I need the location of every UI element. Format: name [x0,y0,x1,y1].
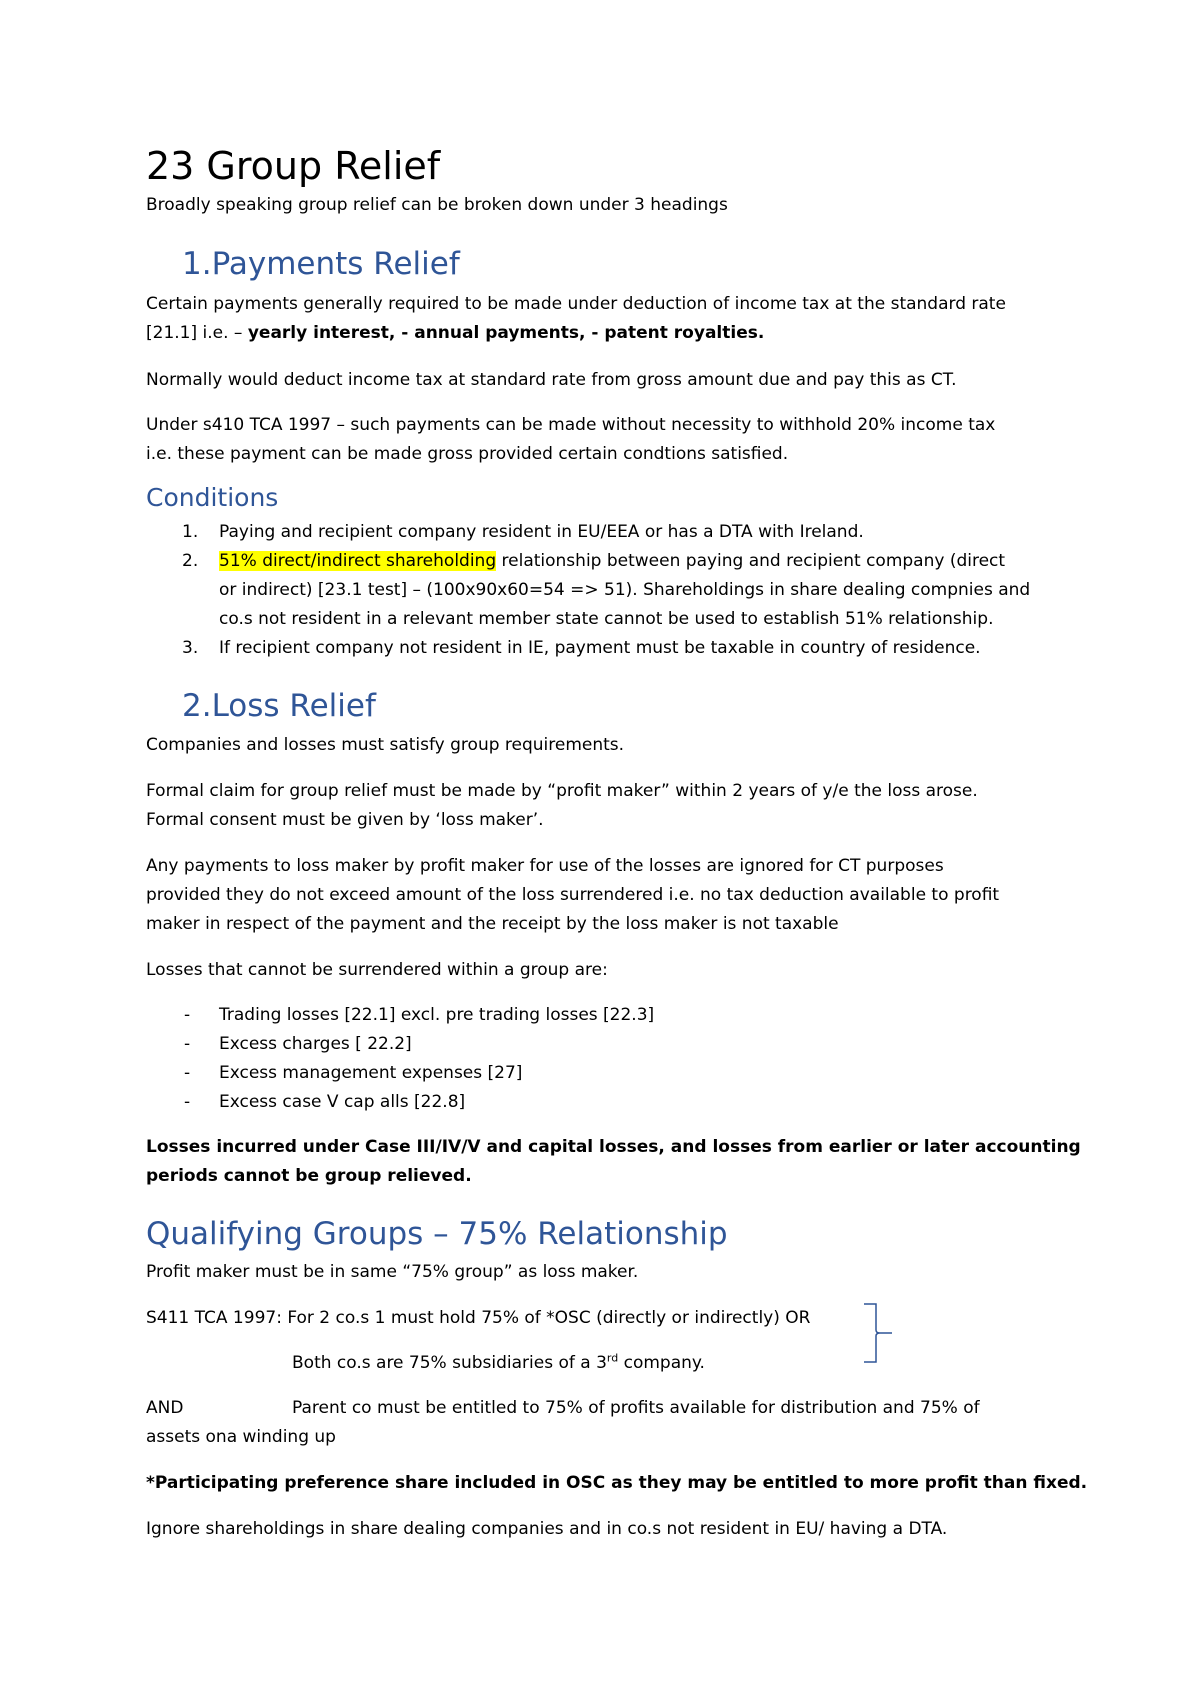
conditions-item-3-text: If recipient company not resident in IE, payment must be taxable in country of residence. [219,638,981,658]
conditions-item-2-number: 2. [182,551,199,571]
loss-p3-line1: Any payments to loss maker by profit maker for use of the losses are ignored for CT purposes [146,856,944,876]
loss-p5-line1: Losses incurred under Case III/IV/V and capital losses, and losses from earlier or later accounting [146,1137,1081,1157]
qualifying-heading: Qualifying Groups – 75% Relationship [146,1216,728,1252]
conditions-list [146,518,1066,663]
qualifying-p3-text: Both co.s are 75% subsidiaries of a 3 [292,1353,607,1373]
loss-paragraph-1: Companies and losses must satisfy group requirements. [146,735,625,755]
bullet-text: Excess charges [ 22.2] [219,1034,412,1054]
bullet-text: Excess management expenses [27] [219,1063,523,1083]
qualifying-p4-line2: assets ona winding up [146,1427,336,1447]
payments-p1-line2-bold: yearly interest, - annual payments, - patent royalties. [247,323,765,343]
bullet-text: Trading losses [22.1] excl. pre trading losses [22.3] [219,1005,655,1025]
loss-paragraph-2 [146,777,978,835]
conditions-item-2-line2: or indirect) [23.1 test] – (100x90x60=54 => 51). Shareholdings in share dealing compnies and [219,580,1031,600]
payments-p3-line2: i.e. these payment can be made gross provided certain condtions satisfied. [146,444,789,464]
page-title: 23 Group Relief [146,144,441,188]
loss-p3-line3: maker in respect of the payment and the receipt by the loss maker is not taxable [146,914,839,934]
payments-heading [182,246,460,282]
conditions-item-2-line3: co.s not resident in a relevant member state cannot be used to establish 51% relationship. [219,609,994,629]
loss-p2-line2: Formal consent must be given by ‘loss maker’. [146,810,544,830]
payments-p3-line1: Under s410 TCA 1997 – such payments can be made without necessity to withhold 20% income tax [146,415,996,435]
loss-p2-line1: Formal claim for group relief must be made by “profit maker” within 2 years of y/e the loss arose. [146,781,978,801]
qualifying-paragraph-3 [292,1349,705,1378]
loss-p5-line2: periods cannot be group relieved. [146,1166,472,1186]
intro-text: Broadly speaking group relief can be broken down under 3 headings [146,195,728,215]
conditions-item-2-highlight: 51% direct/indirect shareholding [219,551,497,571]
curly-brace-icon [858,1302,898,1364]
payments-paragraph-2: Normally would deduct income tax at standard rate from gross amount due and pay this as CT. [146,370,957,390]
conditions-item-3-number: 3. [182,638,199,658]
payments-paragraph-1 [146,290,1006,348]
qualifying-p4-label: AND [146,1398,184,1418]
bullet-marker: - [184,1063,191,1083]
payments-heading-text: Payments Relief [211,246,460,282]
qualifying-paragraph-4 [146,1394,1066,1452]
qualifying-paragraph-5: *Participating preference share included in OSC as they may be entitled to more profit than fixed. [146,1473,1088,1493]
list-item [146,1001,1066,1030]
conditions-heading: Conditions [146,483,279,512]
loss-heading-text: Loss Relief [211,688,376,724]
loss-paragraph-3 [146,852,999,939]
conditions-item-2 [146,547,1066,634]
payments-p1-line2 [146,319,1006,348]
list-item [146,1059,1066,1088]
payments-p1-line1: Certain payments generally required to be made under deduction of income tax at the standard rate [146,294,1006,314]
payments-heading-number: 1. [182,246,212,282]
qualifying-p3-text-end: company. [618,1353,705,1373]
qualifying-paragraph-2: S411 TCA 1997: For 2 co.s 1 must hold 75% of *OSC (directly or indirectly) OR [146,1308,811,1328]
bullet-marker: - [184,1005,191,1025]
loss-p3-line2: provided they do not exceed amount of the loss surrendered i.e. no tax deduction available to profit [146,885,1000,905]
conditions-item-1-number: 1. [182,522,199,542]
loss-heading [182,688,376,724]
conditions-item-3 [146,634,1066,663]
qualifying-paragraph-6: Ignore shareholdings in share dealing companies and in co.s not resident in EU/ having a DTA. [146,1519,948,1539]
qualifying-paragraph-1: Profit maker must be in same “75% group” as loss maker. [146,1262,639,1282]
bullet-marker: - [184,1034,191,1054]
loss-paragraph-5 [146,1133,1081,1191]
bullet-marker: - [184,1092,191,1112]
loss-bullets [146,1001,1066,1117]
qualifying-p3-superscript: rd [606,1351,619,1365]
list-item [146,1030,1066,1059]
payments-p1-line2-ref: [21.1] i.e. – [146,323,248,343]
payments-paragraph-3 [146,411,995,469]
conditions-item-1-text: Paying and recipient company resident in EU/EEA or has a DTA with Ireland. [219,522,864,542]
bullet-text: Excess case V cap alls [22.8] [219,1092,466,1112]
list-item [146,1088,1066,1117]
conditions-item-1 [146,518,1066,547]
conditions-item-2-text-rest: relationship between paying and recipient company (direct [496,551,1006,571]
loss-paragraph-4: Losses that cannot be surrendered within a group are: [146,960,608,980]
loss-heading-number: 2. [182,688,212,724]
qualifying-p4-line1: Parent co must be entitled to 75% of profits available for distribution and 75% of [292,1398,980,1418]
